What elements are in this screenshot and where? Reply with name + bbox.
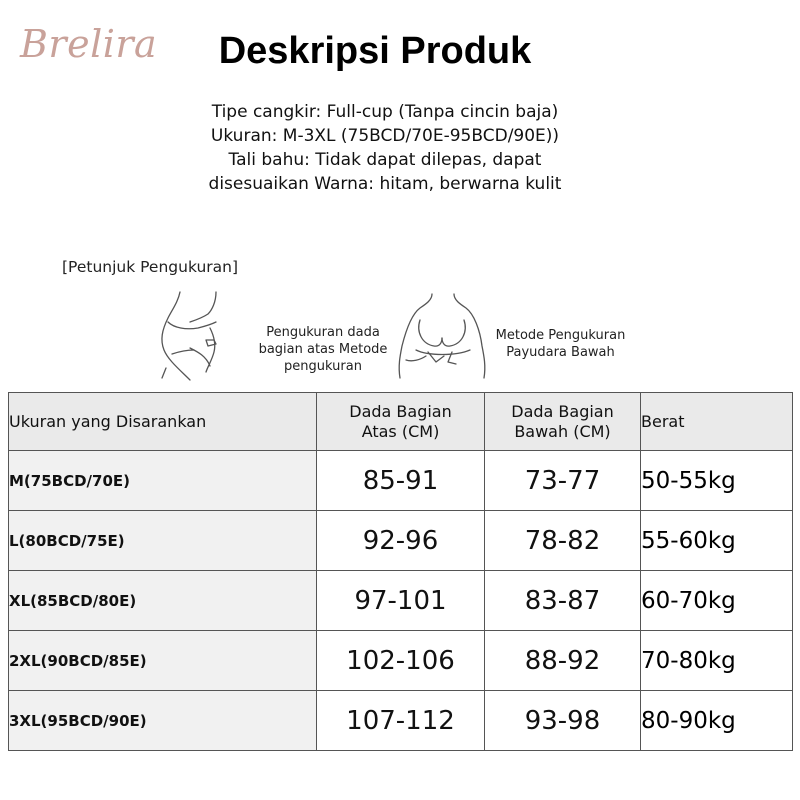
spec-line-cup-type: Tipe cangkir: Full-cup (Tanpa cincin baja) [211,102,559,122]
table-header-row [9,393,793,451]
size-cell: L(80BCD/75E) [9,511,317,571]
header-recommended-size: Ukuran yang Disarankan [9,393,317,451]
header-weight: Berat [641,393,793,451]
weight-cell: 60-70kg [641,571,793,631]
spec-line-strap: Tali bahu: Tidak dapat dilepas, dapat [228,150,542,170]
product-specs [150,100,620,196]
table-row [9,451,793,511]
under-bust-cell: 93-98 [485,691,641,751]
size-chart-table [8,392,793,751]
under-bust-cell: 88-92 [485,631,641,691]
upper-chest-cell: 92-96 [317,511,485,571]
table-row [9,691,793,751]
upper-chest-cell: 102-106 [317,631,485,691]
measurement-guide-heading: [Petunjuk Pengukuran] [62,258,239,276]
page-title: Deskripsi Produk [218,30,532,72]
under-bust-cell: 73-77 [485,451,641,511]
size-cell: 3XL(95BCD/90E) [9,691,317,751]
spec-line-size: Ukuran: M-3XL (75BCD/70E-95BCD/90E)) [210,126,560,146]
upper-chest-cell: 97-101 [317,571,485,631]
size-cell: 2XL(90BCD/85E) [9,631,317,691]
under-bust-measure-icon [392,290,492,382]
table-row [9,511,793,571]
weight-cell: 80-90kg [641,691,793,751]
spec-line-color: disesuaikan Warna: hitam, berwarna kulit [208,174,562,194]
under-bust-cell: 78-82 [485,511,641,571]
header-upper-chest: Dada Bagian Atas (CM) [317,393,485,451]
weight-cell: 50-55kg [641,451,793,511]
size-cell: M(75BCD/70E) [9,451,317,511]
brand-logo: Brelira [20,22,158,66]
under-bust-caption: Metode Pengukuran Payudara Bawah [495,328,626,360]
upper-chest-caption: Pengukuran dada bagian atas Metode pengukuran [258,325,388,374]
upper-chest-measure-icon [150,288,230,383]
weight-cell: 55-60kg [641,511,793,571]
upper-chest-cell: 85-91 [317,451,485,511]
under-bust-cell: 83-87 [485,571,641,631]
table-row [9,631,793,691]
header-under-bust: Dada Bagian Bawah (CM) [485,393,641,451]
table-row [9,571,793,631]
weight-cell: 70-80kg [641,631,793,691]
size-cell: XL(85BCD/80E) [9,571,317,631]
upper-chest-cell: 107-112 [317,691,485,751]
